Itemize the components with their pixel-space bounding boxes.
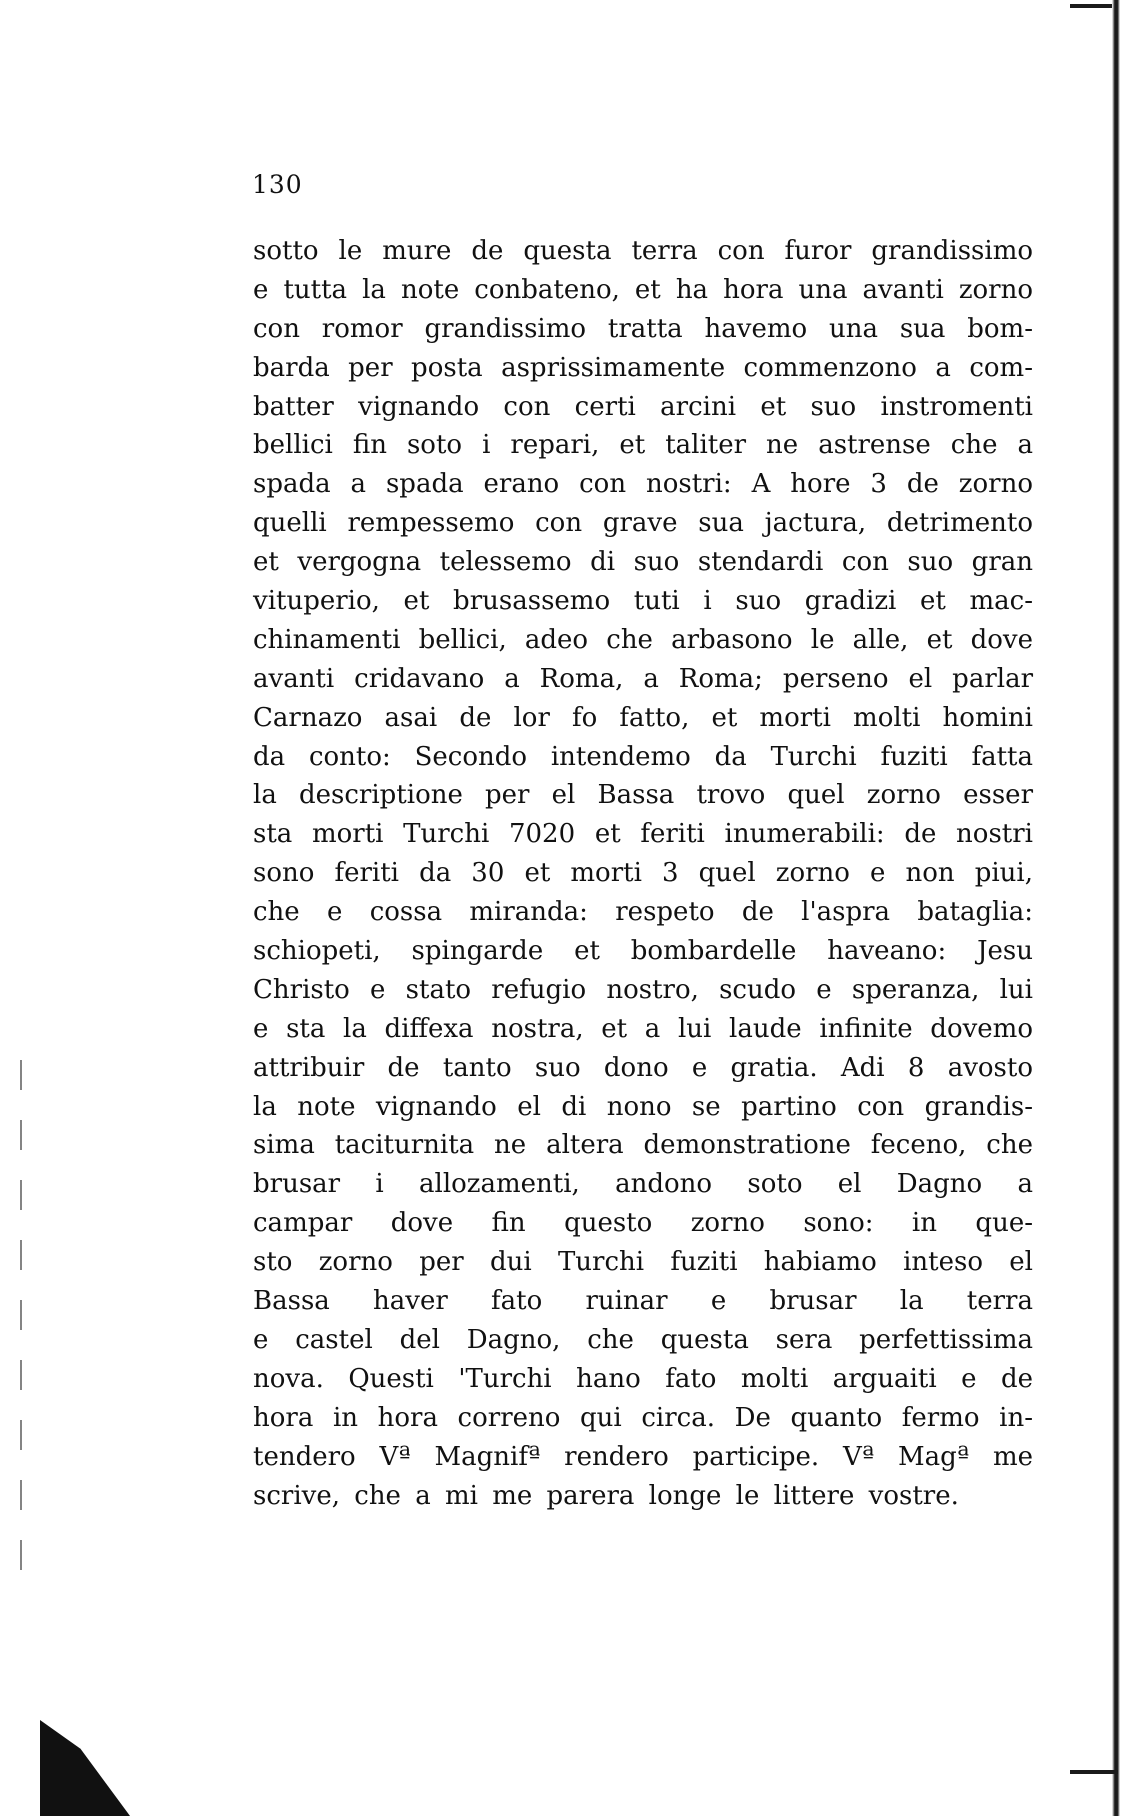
text-line: sta morti Turchi 7020 et feriti inumerabili: de nostri	[253, 819, 1033, 850]
text-line: Bassa haver fato ruinar e brusar la terra	[253, 1286, 1033, 1317]
page-number: 130	[252, 170, 303, 199]
text-line: hora in hora correno qui circa. De quanto fermo in-	[253, 1402, 1033, 1433]
text-line: campar dove fin questo zorno sono: in que-	[253, 1208, 1033, 1239]
text-line: spada a spada erano con nostri: A hore 3 de zorno	[253, 469, 1033, 500]
text-line: sotto le mure de questa terra con furor grandissimo	[253, 236, 1033, 266]
text-line: sono feriti da 30 et morti 3 quel zorno e non piui,	[253, 858, 1033, 889]
body-text	[253, 232, 1033, 1515]
scan-edge-top	[1070, 4, 1118, 8]
scan-edge-left	[20, 1060, 22, 1580]
text-line: e castel del Dagno, che questa sera perfettissima	[253, 1324, 1033, 1355]
text-line: barda per posta asprissimamente commenzono a com-	[253, 352, 1033, 383]
scan-edge-bottom	[1070, 1770, 1118, 1774]
text-line: la descriptione per el Bassa trovo quel zorno esser	[253, 780, 1033, 811]
scan-corner-shadow	[40, 1720, 130, 1816]
text-line: sima taciturnita ne altera demonstratione feceno, che	[253, 1130, 1033, 1161]
text-line: chinamenti bellici, adeo che arbasono le alle, et dove	[253, 624, 1033, 655]
text-line: con romor grandissimo tratta havemo una sua bom-	[253, 313, 1033, 344]
text-line: Christo e stato refugio nostro, scudo e speranza, lui	[253, 974, 1033, 1005]
text-line: tendero Vª Magnifª rendero participe. Vª Magª me	[253, 1441, 1033, 1472]
text-line: e tutta la note conbateno, et ha hora una avanti zorno	[253, 274, 1033, 305]
text-line: quelli rempessemo con grave sua jactura, detrimento	[253, 508, 1033, 539]
text-line: attribuir de tanto suo dono e gratia. Adi 8 avosto	[253, 1052, 1033, 1083]
scan-edge-right	[1112, 0, 1120, 1816]
text-line: che e cossa miranda: respeto de l'aspra bataglia:	[253, 897, 1033, 928]
text-line: la note vignando el di nono se partino con grandis-	[253, 1091, 1033, 1122]
text-line: schiopeti, spingarde et bombardelle haveano: Jesu	[253, 936, 1033, 967]
text-line: nova. Questi 'Turchi hano fato molti arguaiti e de	[253, 1363, 1033, 1394]
text-line: Carnazo asai de lor fo fatto, et morti molti homini	[253, 702, 1033, 733]
text-line: avanti cridavano a Roma, a Roma; perseno el parlar	[253, 663, 1033, 694]
text-line: bellici fin soto i repari, et taliter ne astrense che a	[253, 430, 1033, 461]
text-line: e sta la diffexa nostra, et a lui laude infinite dovemo	[253, 1013, 1033, 1044]
text-line: et vergogna telessemo di suo stendardi con suo gran	[253, 547, 1033, 578]
text-line: da conto: Secondo intendemo da Turchi fuziti fatta	[253, 741, 1033, 772]
text-line: scrive, che a mi me parera longe le littere vostre.	[253, 1480, 959, 1511]
text-line: brusar i allozamenti, andono soto el Dagno a	[253, 1169, 1033, 1200]
text-line: sto zorno per dui Turchi fuziti habiamo inteso el	[253, 1247, 1033, 1278]
text-line: batter vignando con certi arcini et suo instromenti	[253, 391, 1033, 422]
text-line: vituperio, et brusassemo tuti i suo gradizi et mac-	[253, 586, 1033, 617]
